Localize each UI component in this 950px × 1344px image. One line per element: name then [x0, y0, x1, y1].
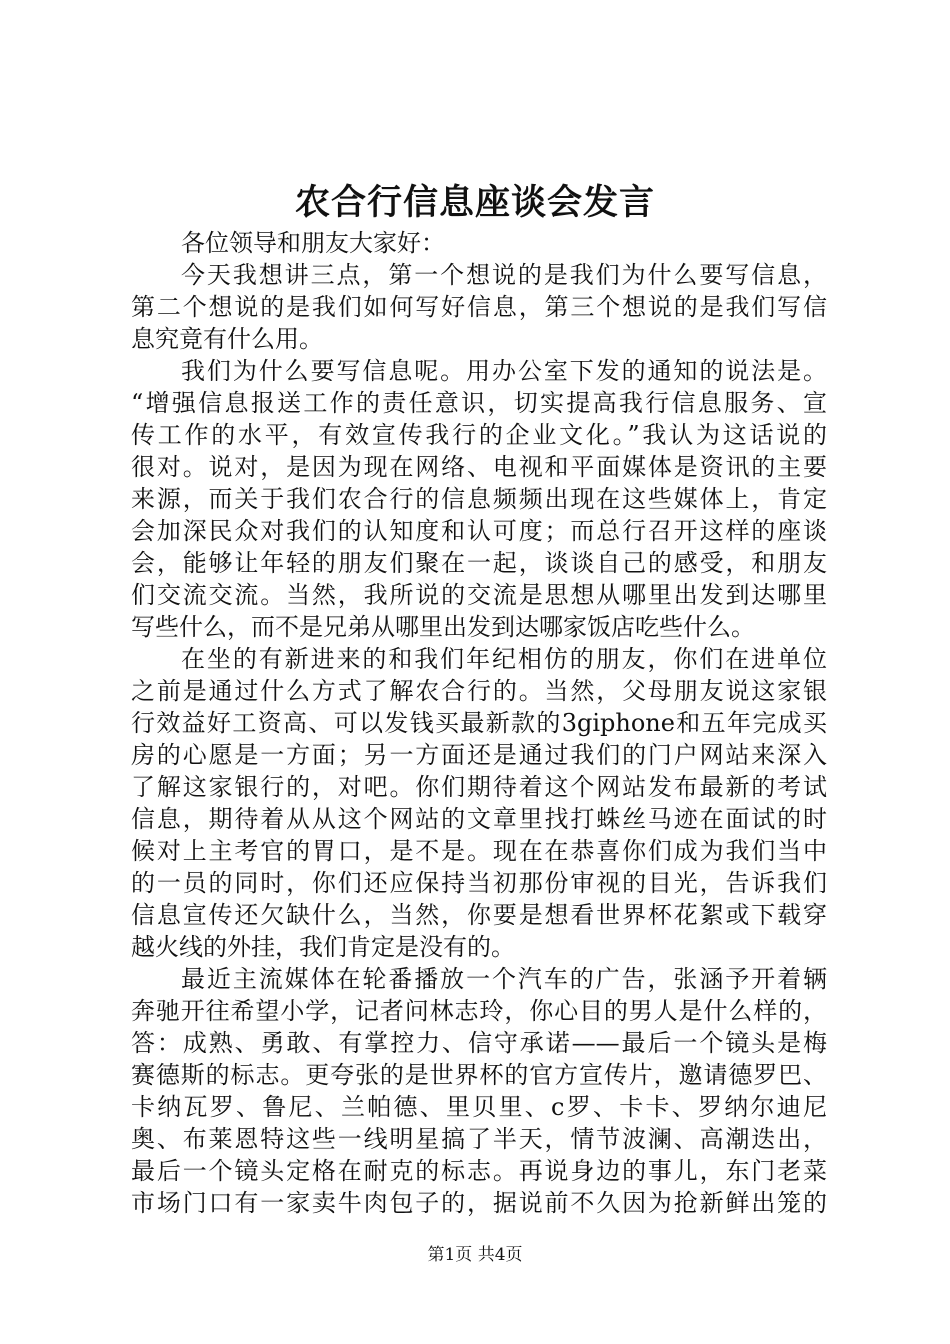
text-line: 卡纳瓦罗、鲁尼、兰帕德、里贝里、c罗、卡卡、罗纳尔迪尼	[131, 1093, 827, 1121]
text-line: 信息宣传还欠缺什么，当然，你要是想看世界杯花絮或下载穿	[131, 901, 827, 929]
text-line: 奥、布莱恩特这些一线明星搞了半天，情节波澜、高潮迭出，	[131, 1125, 827, 1153]
text-line: 最后一个镜头定格在耐克的标志。再说身边的事儿，东门老菜	[131, 1157, 827, 1185]
text-line: 传工作的水平，有效宣传我行的企业文化。”我认为这话说的	[131, 421, 827, 449]
document-body	[131, 227, 827, 1219]
text-line: 了解这家银行的，对吧。你们期待着这个网站发布最新的考试	[131, 773, 827, 801]
text-line: 最近主流媒体在轮番播放一个汽车的广告，张涵予开着辆	[181, 965, 827, 993]
text-line: 越火线的外挂，我们肯定是没有的。	[131, 933, 515, 961]
text-line: 行效益好工资高、可以发钱买最新款的3giphone和五年完成买	[131, 709, 827, 737]
text-line: 今天我想讲三点，第一个想说的是我们为什么要写信息，	[181, 261, 827, 289]
text-line: 我们为什么要写信息呢。用办公室下发的通知的说法是。	[181, 357, 827, 385]
text-line: 赛德斯的标志。更夸张的是世界杯的官方宣传片，邀请德罗巴、	[131, 1061, 827, 1089]
text-line: 写些什么，而不是兄弟从哪里出发到达哪家饭店吃些什么。	[131, 613, 755, 641]
text-line: 之前是通过什么方式了解农合行的。当然，父母朋友说这家银	[131, 677, 827, 705]
text-line: 房的心愿是一方面；另一方面还是通过我们的门户网站来深入	[131, 741, 827, 769]
document-title: 农合行信息座谈会发言	[294, 182, 655, 223]
text-line: 第二个想说的是我们如何写好信息，第三个想说的是我们写信	[131, 293, 827, 321]
text-line: 答：成熟、勇敢、有掌控力、信守承诺——最后一个镜头是梅	[131, 1029, 827, 1057]
text-line: 信息，期待着从从这个网站的文章里找打蛛丝马迹在面试的时	[131, 805, 827, 833]
text-line: 会加深民众对我们的认知度和认可度；而总行召开这样的座谈	[131, 517, 827, 545]
page-number-footer: 第1页 共4页	[427, 1245, 523, 1265]
text-line: 奔驰开往希望小学，记者问林志玲，你心目的男人是什么样的，	[131, 997, 827, 1025]
text-line: 息究竟有什么用。	[131, 325, 323, 353]
text-line: 很对。说对，是因为现在网络、电视和平面媒体是资讯的主要	[131, 453, 827, 481]
text-line: “增强信息报送工作的责任意识，切实提高我行信息服务、宣	[131, 389, 827, 417]
text-line: 来源，而关于我们农合行的信息频频出现在这些媒体上，肯定	[131, 485, 827, 513]
text-line: 们交流交流。当然，我所说的交流是思想从哪里出发到达哪里	[131, 581, 827, 609]
text-line: 在坐的有新进来的和我们年纪相仿的朋友，你们在进单位	[181, 645, 827, 673]
text-line: 市场门口有一家卖牛肉包子的，据说前不久因为抢新鲜出笼的	[131, 1189, 827, 1217]
text-line: 候对上主考官的胃口，是不是。现在在恭喜你们成为我们当中	[131, 837, 827, 865]
text-line: 会，能够让年轻的朋友们聚在一起，谈谈自己的感受，和朋友	[131, 549, 827, 577]
text-line: 的一员的同时，你们还应保持当初那份审视的目光，告诉我们	[131, 869, 827, 897]
text-line: 各位领导和朋友大家好：	[181, 229, 445, 257]
